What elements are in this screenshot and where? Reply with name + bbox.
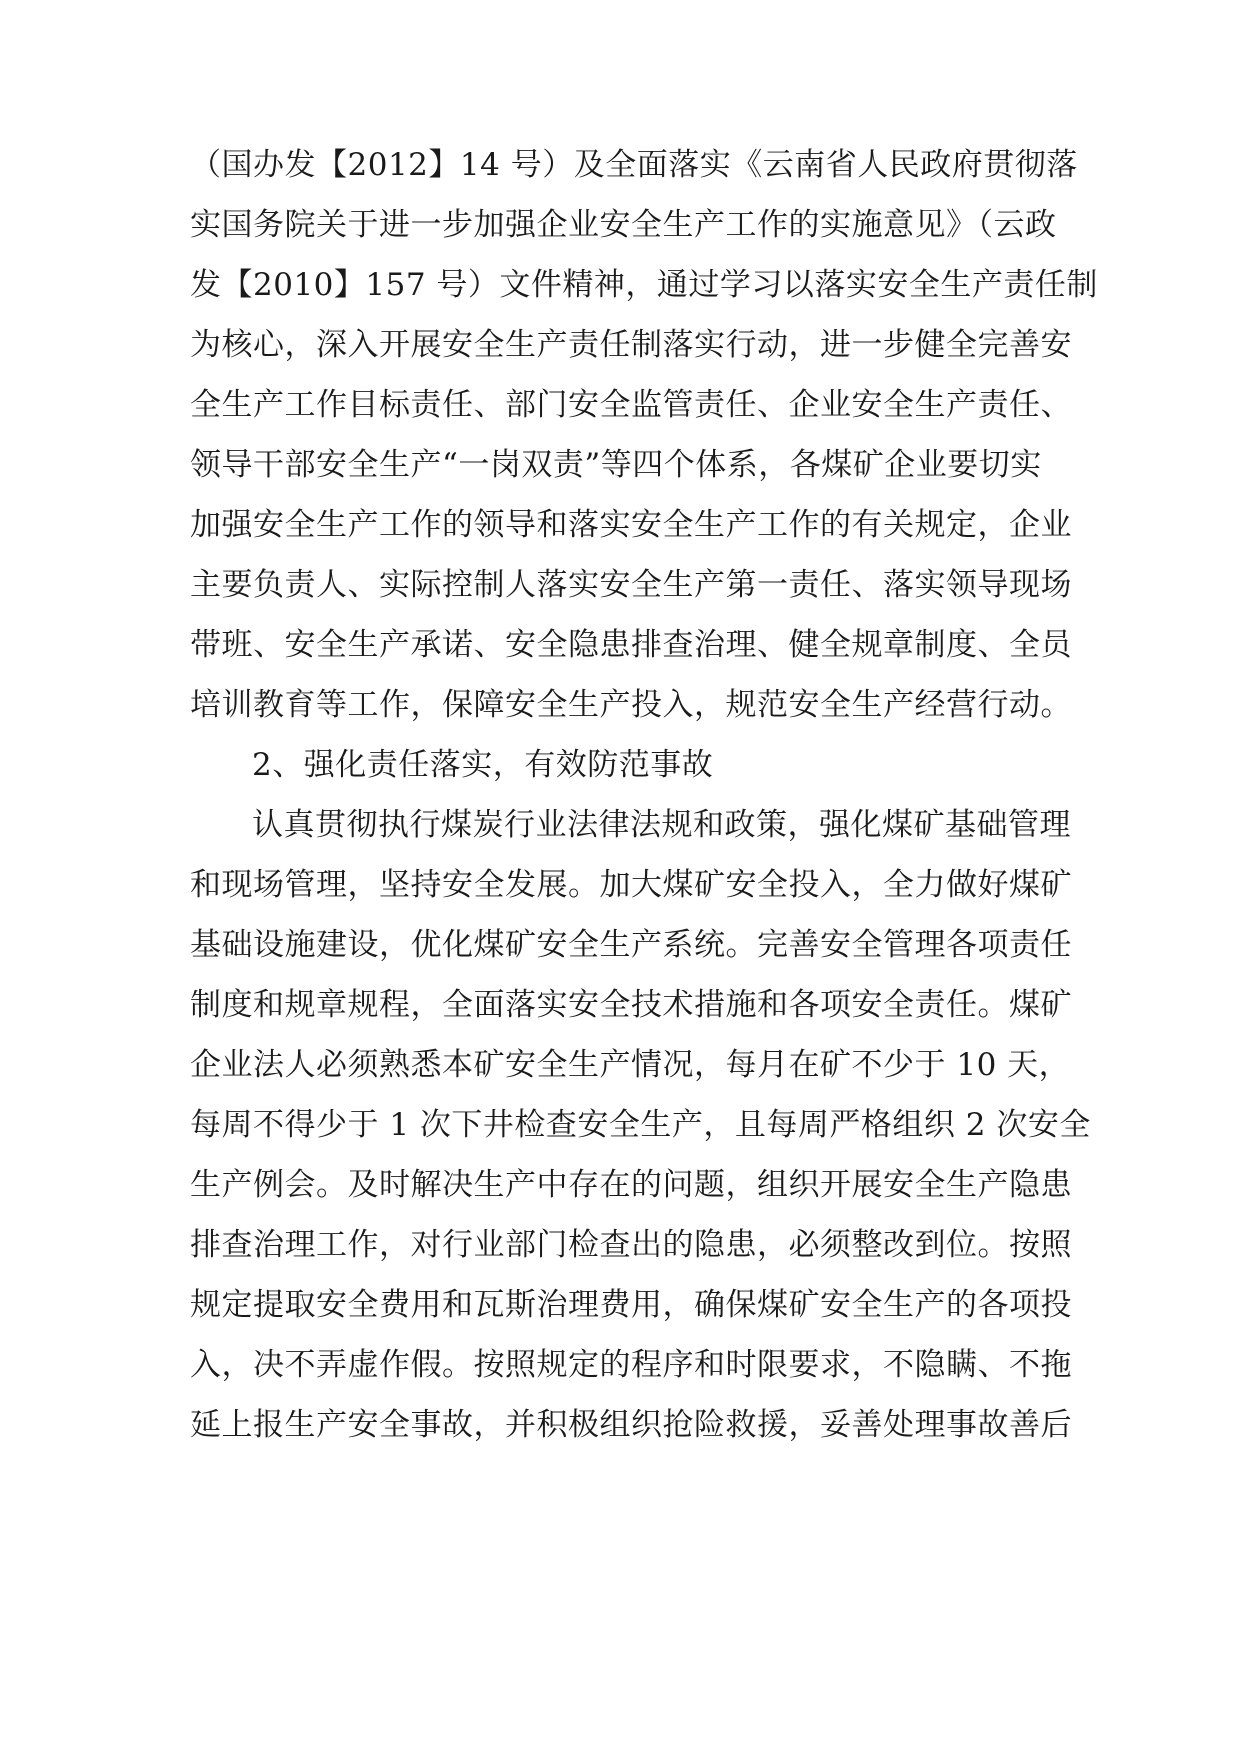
paragraph-line: （国办发【2012】14 号）及全面落实《云南省人民政府贯彻落: [190, 147, 1078, 183]
paragraph-line: 加强安全生产工作的领导和落实安全生产工作的有关规定，企业: [190, 507, 1072, 543]
paragraph-line: 带班、安全生产承诺、安全隐患排查治理、健全规章制度、全员: [190, 627, 1072, 663]
paragraph-line: 企业法人必须熟悉本矿安全生产情况，每月在矿不少于 10 天，: [190, 1047, 1071, 1083]
paragraph-line: 生产例会。及时解决生产中存在的问题，组织开展安全生产隐患: [190, 1167, 1072, 1203]
paragraph-line: 全生产工作目标责任、部门安全监管责任、企业安全生产责任、: [190, 387, 1072, 423]
paragraph-line: 规定提取安全费用和瓦斯治理费用，确保煤矿安全生产的各项投: [190, 1287, 1072, 1323]
paragraph-line: 实国务院关于进一步加强企业安全生产工作的实施意见》（云政: [190, 207, 1057, 243]
paragraph-line: 排查治理工作，对行业部门检查出的隐患，必须整改到位。按照: [190, 1227, 1072, 1263]
paragraph-line: 为核心，深入开展安全生产责任制落实行动，进一步健全完善安: [190, 327, 1072, 363]
paragraph-line: 基础设施建设，优化煤矿安全生产系统。完善安全管理各项责任: [190, 927, 1072, 963]
paragraph-line: 领导干部安全生产“一岗双责”等四个体系，各煤矿企业要切实: [190, 447, 1042, 483]
paragraph-line: 延上报生产安全事故，并积极组织抢险救援，妥善处理事故善后: [190, 1407, 1072, 1443]
paragraph-line: 培训教育等工作，保障安全生产投入，规范安全生产经营行动。: [190, 687, 1072, 723]
paragraph-line: 每周不得少于 1 次下井检查安全生产，且每周严格组织 2 次安全: [190, 1107, 1091, 1143]
paragraph-line: 和现场管理，坚持安全发展。加大煤矿安全投入，全力做好煤矿: [190, 867, 1072, 903]
paragraph-line: 制度和规章规程，全面落实安全技术措施和各项安全责任。煤矿: [190, 987, 1072, 1023]
paragraph-line: 主要负责人、实际控制人落实安全生产第一责任、落实领导现场: [190, 567, 1072, 603]
paragraph-line: 入，决不弄虚作假。按照规定的程序和时限要求，不隐瞒、不拖: [190, 1347, 1072, 1383]
paragraph-line: 发【2010】157 号）文件精神，通过学习以落实安全生产责任制: [190, 267, 1098, 303]
section-heading: 2、强化责任落实，有效防范事故: [252, 747, 714, 783]
paragraph-line: 认真贯彻执行煤炭行业法律法规和政策，强化煤矿基础管理: [252, 807, 1071, 843]
